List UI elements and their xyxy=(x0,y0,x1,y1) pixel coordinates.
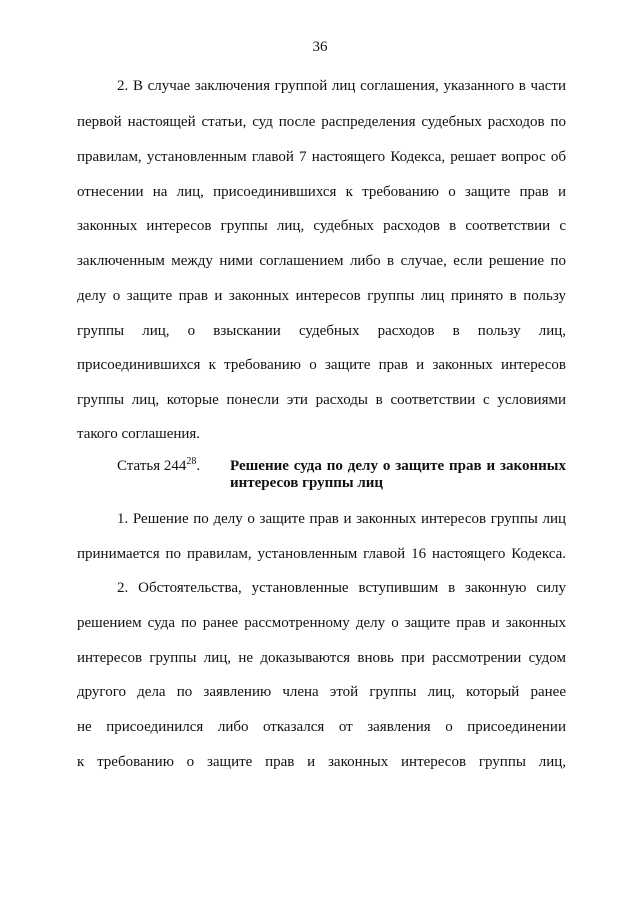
paragraph-2-line: принимается по правилам, установленным главой 16 настоящего Кодекса. xyxy=(77,546,566,562)
paragraph-1-line: правилам, установленным главой 7 настоящего Кодекса, решает вопрос об xyxy=(77,149,566,165)
article-label-text: Статья 244 xyxy=(117,458,187,474)
article-title xyxy=(230,458,566,492)
paragraph-1-line: присоединившихся к требованию о защите прав и законных интересов xyxy=(77,357,566,373)
paragraph-1-line: законных интересов группы лиц, судебных расходов в соответствии с xyxy=(77,218,566,234)
article-label-suffix: . xyxy=(196,458,201,474)
paragraph-3-line: решением суда по ранее рассмотренному делу о защите прав и законных xyxy=(77,615,566,631)
paragraph-2-line: 1. Решение по делу о защите прав и законных интересов группы лиц xyxy=(117,511,566,527)
paragraph-1-line: первой настоящей статьи, суд после распределения судебных расходов по xyxy=(77,114,566,130)
paragraph-1-line: группы лиц, которые понесли эти расходы в соответствии с условиями xyxy=(77,392,566,408)
paragraph-3-line: не присоединился либо отказался от заявления о присоединении xyxy=(77,719,566,735)
paragraph-1-line: 2. В случае заключения группой лиц соглашения, указанного в части xyxy=(117,78,566,94)
paragraph-3-line: другого дела по заявлению члена этой группы лиц, который ранее xyxy=(77,684,566,700)
paragraph-1-line: делу о защите прав и законных интересов группы лиц принято в пользу xyxy=(77,288,566,304)
article-title-line: интересов группы лиц xyxy=(230,475,384,491)
page-number: 36 xyxy=(312,39,328,55)
paragraph-3-line: интересов группы лиц, не доказываются вновь при рассмотрении судом xyxy=(77,650,566,666)
paragraph-1-line: заключенным между ними соглашением либо в случае, если решение по xyxy=(77,253,566,269)
paragraph-1-line: группы лиц, о взыскании судебных расходов в пользу лиц, xyxy=(77,323,566,339)
article-label xyxy=(117,457,200,475)
article-title-line: Решение суда по делу о защите прав и законных xyxy=(230,458,566,474)
paragraph-3-line: к требованию о защите прав и законных интересов группы лиц, xyxy=(77,754,566,770)
paragraph-3-line: 2. Обстоятельства, установленные вступившим в законную силу xyxy=(117,580,566,596)
paragraph-1-line: отнесении на лиц, присоединившихся к требованию о защите прав и xyxy=(77,184,566,200)
article-number-superscript: 28 xyxy=(186,456,197,467)
paragraph-1-line: такого соглашения. xyxy=(77,426,201,442)
